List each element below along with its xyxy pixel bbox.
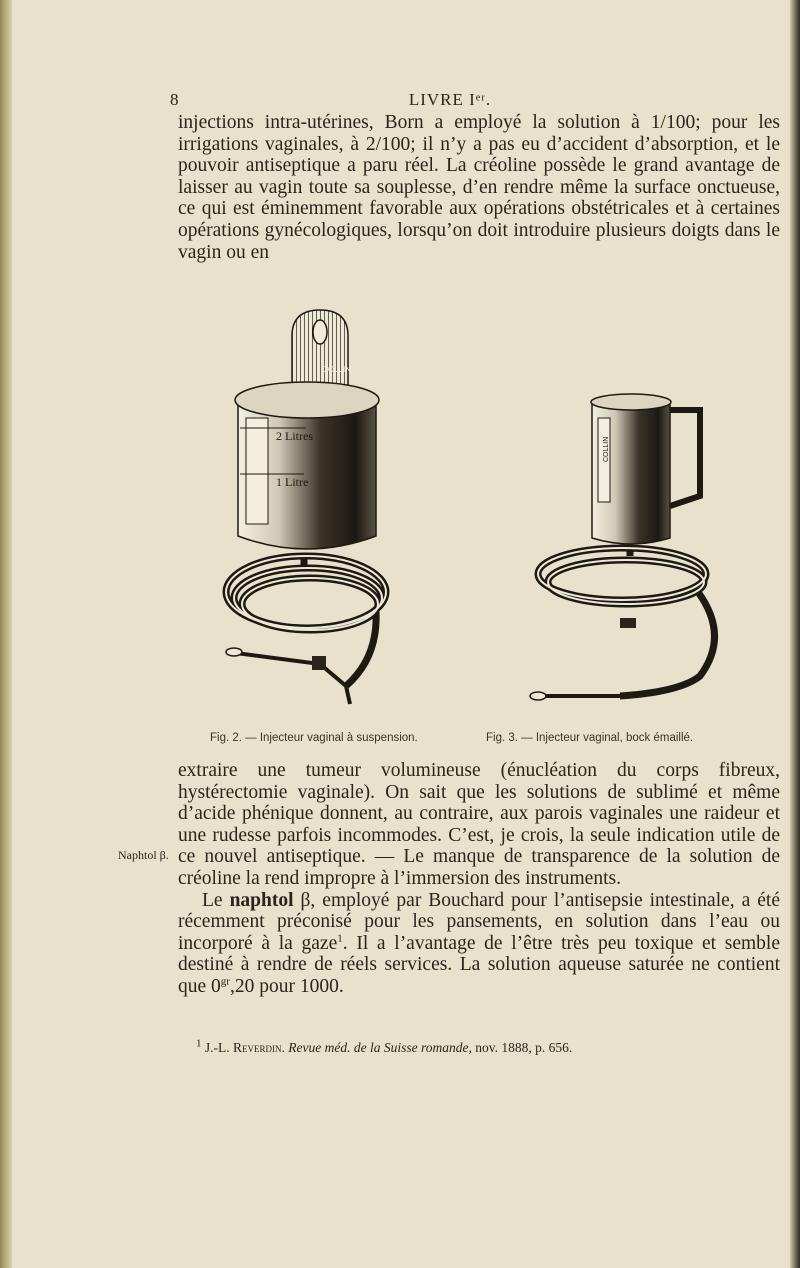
footnote-author: J.-L. Reverdin. [204, 1040, 285, 1055]
fig2-caption: Fig. 2. — Injecteur vaginal à suspension. [210, 732, 418, 744]
fig2-maker-label: COLLIN [322, 365, 351, 374]
naphtol-term: naphtol [229, 889, 294, 911]
naphtol-body-3: ,20 pour 1000. [229, 975, 344, 997]
page-header [170, 90, 730, 114]
naphtol-unit: gr [220, 975, 230, 988]
figure-illustrations [200, 306, 760, 726]
naphtol-body-2: . Il a l’avantage de l’être très peu toxique et semble destiné à rendre de réels services. La solution aqueuse saturée ne contient que 0 [178, 932, 780, 997]
footnote [196, 1037, 573, 1056]
fig3-enamelled-bock [530, 394, 715, 700]
page-number: 8 [170, 90, 180, 109]
fig2-label-1-litre: 1 Litre [276, 475, 309, 489]
fig3-nozzle [530, 692, 546, 700]
page-edge-left [0, 0, 12, 1268]
naphtol-lead: Le [202, 889, 230, 911]
footnote-ref: 1 [337, 932, 343, 945]
fig2-stopcock [312, 656, 326, 670]
paragraph-continue: extraire une tumeur volumineuse (énucléation du corps fibreux, hystérectomie vaginale). On sait que les solutions de sublimé et même d’acide phénique donnent, au contraire, aux parois vaginales une raideur et une rudesse parfois incommodes. C’est, je crois, la seule indication utile de ce nouvel antiseptique. — Le manque de transparence de la solution de créoline la rend impropre à l’immersion des instruments. [178, 760, 780, 889]
fig3-caption: Fig. 3. — Injecteur vaginal, bock émaillé. [486, 732, 694, 744]
running-head: LIVRE Iᵉʳ. [408, 90, 492, 109]
fig3-stopcock [620, 618, 636, 628]
paragraph-bottom [178, 760, 780, 998]
figures-plate [200, 306, 760, 746]
fig3-handle [670, 410, 700, 506]
fig3-bock-rim [591, 394, 671, 410]
footnote-mark: 1 [196, 1037, 202, 1050]
fig2-nozzle [226, 648, 242, 656]
paragraph-top [178, 112, 780, 263]
fig2-cannula [228, 652, 350, 704]
fig2-gauge-window [246, 418, 268, 524]
fig2-injector-suspension [226, 310, 386, 704]
fig3-maker-label: COLLIN [603, 436, 610, 462]
footnote-journal: Revue méd. de la Suisse romande, [284, 1040, 472, 1055]
margin-note-naphtol: Naphtol β. [118, 848, 169, 862]
footnote-ref-details: nov. 1888, p. 656. [471, 1040, 573, 1055]
fig2-reservoir-lid [235, 382, 379, 418]
paragraph-naphtol [178, 890, 780, 998]
fig2-label-2-litres: 2 Litres [276, 429, 313, 443]
naphtol-body-1: β, employé par Bouchard pour l’antisepsie intestinale, a été récemment préconisé pour les pansements, en solution dans l’eau ou incorporé à la gaze [178, 889, 780, 954]
paragraph-top-text: injections intra-utérines, Born a employé la solution à 1/100; pour les irrigations vaginales, à 2/100; il n’y a pas eu d’accident d’absorption, et le pouvoir antiseptique a paru réel. La créoline possède le grand avantage de laisser au vagin toute sa souplesse, d’en rendre même la surface onctueuse, ce qui est éminemment favorable aux opérations obstétricales et à certaines opérations gynécologiques, lorsqu’on doit introduire plusieurs doigts dans le vagin ou en [178, 112, 780, 263]
fig2-hanging-hole [313, 320, 327, 344]
page-edge-right [790, 0, 800, 1268]
